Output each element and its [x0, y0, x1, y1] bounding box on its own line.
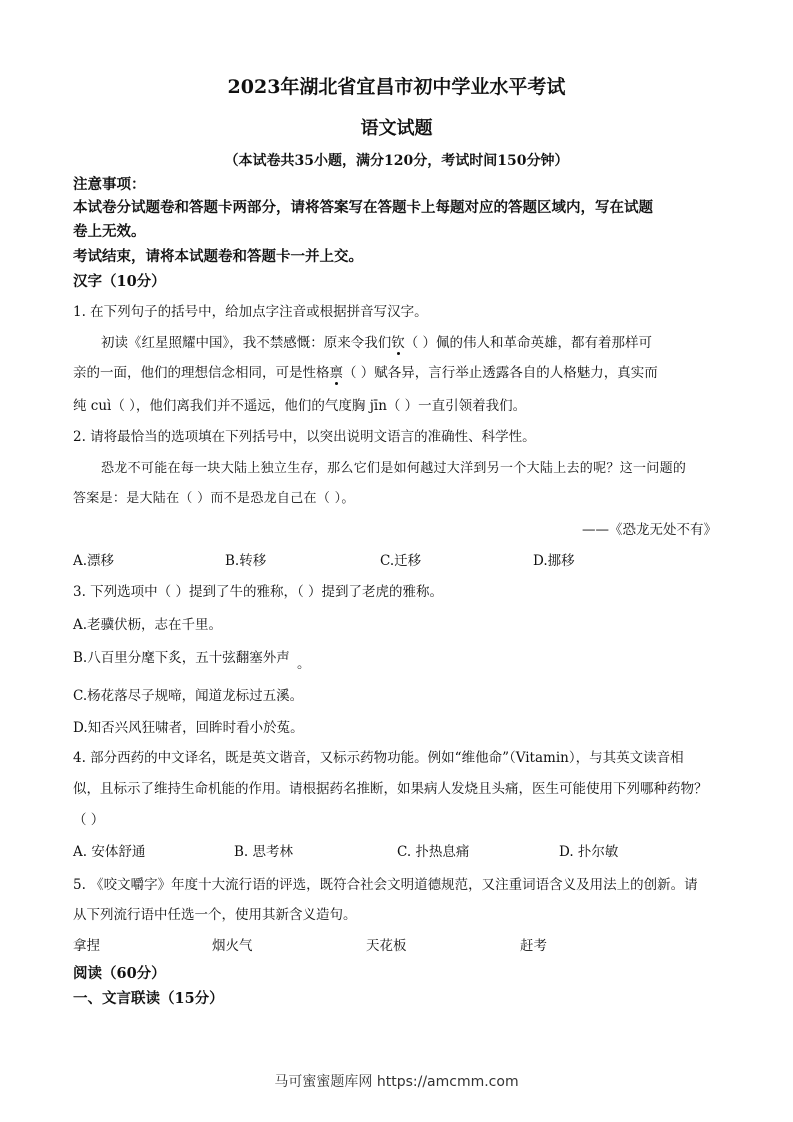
q2-option-a: A.漂移	[73, 553, 115, 569]
q4-line-1: 4. 部分西药的中文译名，既是英文谐音，又标示药物功能。例如“维他命”（Vitamin），与其英文读音相	[73, 750, 684, 766]
q1-line-2: 亲的一面，他们的理想信念相同，可是性格禀（ ）赋各异，言行举止透露各自的人格魅力，真实而	[73, 365, 658, 381]
q2-option-b: B.转移	[225, 553, 267, 569]
exam-info: （本试卷共35小题，满分120分，考试时间150分钟）	[224, 153, 569, 169]
q3-option-a: A.老骥伏枥，志在千里。	[73, 617, 223, 633]
q5-word-2: 烟火气	[212, 938, 253, 954]
q3-stray-mark: 。	[297, 656, 311, 672]
q3-option-c: C.杨花落尽子规啼，闻道龙标过五溪。	[73, 688, 304, 704]
q4-option-c: C. 扑热息痛	[397, 844, 470, 860]
q4-option-a: A. 安体舒通	[73, 844, 146, 860]
q4-option-b: B. 思考林	[234, 844, 294, 860]
q3-option-b: B.八百里分麾下炙，五十弦翻塞外声	[73, 650, 290, 666]
q5-word-4: 赶考	[520, 938, 547, 954]
emphasis-dot-char: 钦	[391, 335, 405, 351]
q5-word-1: 拿捏	[73, 938, 100, 954]
section-subheading-classical: 一、文言联读（15分）	[73, 990, 224, 1007]
q2-option-d: D.挪移	[533, 553, 575, 569]
q2-stem: 2. 请将最恰当的选项填在下列括号中，以突出说明文语言的准确性、科学性。	[73, 429, 536, 445]
q3-option-d: D.知否兴风狂啸者，回眸时看小於菟。	[73, 720, 304, 736]
q4-option-d: D. 扑尔敏	[559, 844, 619, 860]
notice-line-2: 卷上无效。	[73, 223, 146, 240]
q5-word-3: 天花板	[366, 938, 407, 954]
q5-line-1: 5. 《咬文嚼字》年度十大流行语的评选，既符合社会文明道德规范，又注重词语含义及用法上的创新。请	[73, 877, 698, 893]
notice-heading: 注意事项：	[73, 176, 146, 193]
q5-line-2: 从下列流行语中任选一个，使用其新含义造句。	[73, 907, 357, 923]
q3-stem: 3. 下列选项中（ ）提到了牛的雅称，（ ）提到了老虎的雅称。	[73, 584, 444, 600]
section-heading-reading: 阅读（60分）	[73, 965, 166, 982]
watermark-footer: 马可蜜蜜题库网 https://amcmm.com	[274, 1074, 519, 1090]
q4-answer-blank: （ ）	[73, 812, 105, 828]
exam-title: 2023年湖北省宜昌市初中学业水平考试	[227, 76, 566, 98]
emphasis-dot-char: 禀	[329, 365, 343, 381]
notice-line-3: 考试结束，请将本试题卷和答题卡一并上交。	[73, 248, 363, 265]
q2-passage-line-1: 恐龙不可能在每一块大陆上独立生存，那么它们是如何越过大洋到另一个大陆上去的呢？这一问题的	[101, 461, 687, 476]
section-heading-hanzi: 汉字（10分）	[73, 273, 166, 290]
q2-passage-line-2: 答案是：是大陆在（ ）而不是恐龙自己在（ ）。	[73, 491, 355, 506]
q2-option-c: C.迁移	[380, 553, 422, 569]
notice-line-1: 本试卷分试题卷和答题卡两部分，请将答案写在答题卡上每题对应的答题区域内，写在试题	[73, 199, 653, 216]
q1-stem: 1. 在下列句子的括号中，给加点字注音或根据拼音写汉字。	[73, 304, 428, 320]
q1-line-3: 纯 cuì（ ），他们离我们并不遥远，他们的气度胸 jīn（ ）一直引领着我们。	[73, 398, 527, 414]
q1-line-1: 初读《红星照耀中国》，我不禁感慨：原来令我们钦（ ）佩的伟人和革命英雄，都有着那样可	[101, 335, 653, 351]
q4-line-2: 似，且标示了维持生命机能的作用。请根据药名推断，如果病人发烧且头痛，医生可能使用下列哪种药物？	[73, 781, 708, 797]
subject-title: 语文试题	[360, 118, 433, 139]
q2-source: ——《恐龙无处不有》	[582, 522, 717, 538]
